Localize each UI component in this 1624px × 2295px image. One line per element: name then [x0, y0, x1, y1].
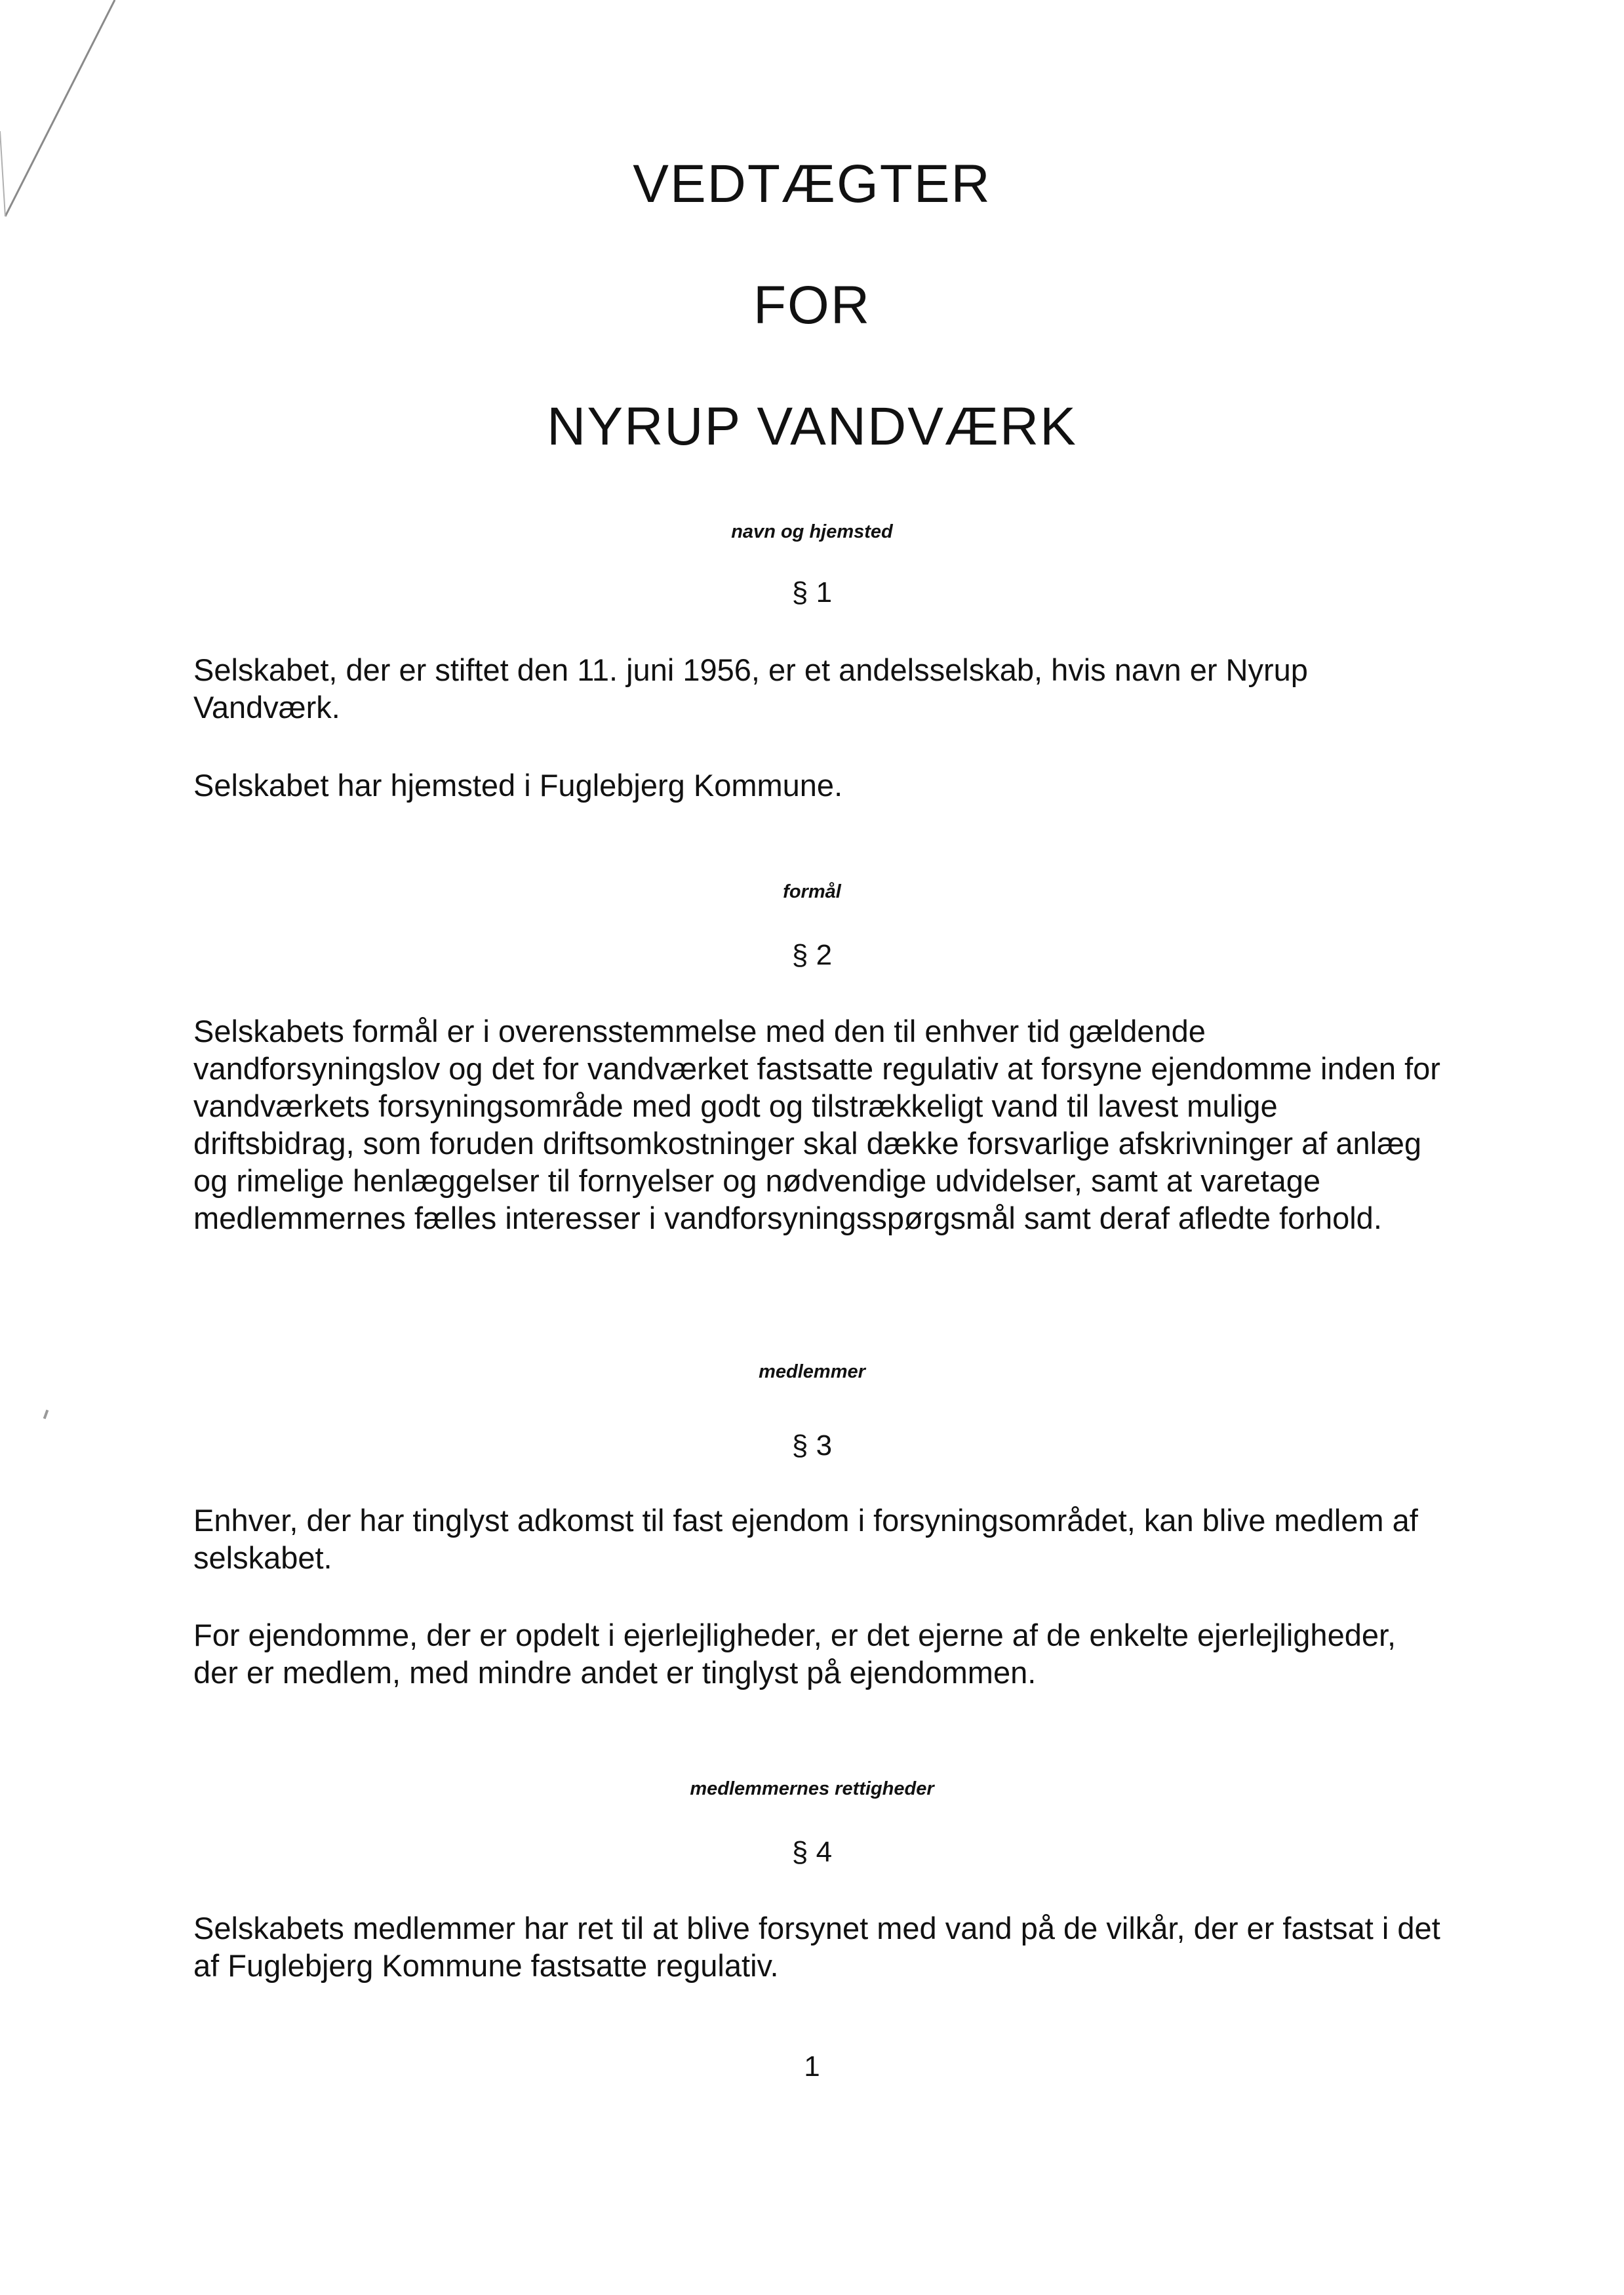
document-title-line-3: NYRUP VANDVÆRK — [547, 397, 1077, 456]
section-2-paragraph-1: Selskabets formål er i overensstemmelse med den til enhver tid gældende vandforsyningslov og det for vandværket fastsatte regulativ at forsyne ejendomme inden for vandværkets forsyningsområde med godt og tilstrækkeligt vand til lavest mulige driftsbidrag, som foruden driftsomkostninger skal dække forsvarlige afskrivninger af anlæg og rimelige henlæggelser til fornyelser og nødvendige udvidelser, samt at varetage medlemmernes fælles interesser i vandforsyningsspørgsmål samt deraf afledte forhold. — [193, 1014, 1440, 1235]
section-1-heading: navn og hjemsted — [731, 521, 893, 542]
section-4-paragraph-1: Selskabets medlemmer har ret til at blive forsynet med vand på de vilkår, der er fastsat i det af Fuglebjerg Kommune fastsatte regulativ. — [193, 1911, 1440, 1983]
section-3-paragraph-1: Enhver, der har tinglyst adkomst til fast ejendom i forsyningsområdet, kan blive medlem af selskabet. — [193, 1503, 1418, 1575]
section-4-heading: medlemmernes rettigheder — [690, 1778, 934, 1799]
section-1-number: § 1 — [791, 576, 833, 609]
document-title-line-1: VEDTÆGTER — [633, 154, 991, 214]
scan-speck — [43, 1410, 49, 1420]
document-title-line-2: FOR — [753, 275, 871, 335]
section-3-paragraph-2: For ejendomme, der er opdelt i ejerlejligheder, er det ejerne af de enkelte ejerlejligheder, der er medlem, med mindre andet er tinglyst på ejendommen. — [193, 1618, 1396, 1690]
section-1-paragraph-2: Selskabet har hjemsted i Fuglebjerg Kommune. — [193, 768, 843, 803]
section-3-number: § 3 — [791, 1429, 833, 1462]
section-4-number: § 4 — [791, 1836, 833, 1868]
section-3-heading: medlemmer — [759, 1361, 865, 1382]
section-2-number: § 2 — [791, 939, 833, 971]
page-number: 1 — [804, 2050, 820, 2083]
section-2-heading: formål — [783, 881, 841, 902]
section-1-paragraph-1: Selskabet, der er stiftet den 11. juni 1956, er et andelsselskab, hvis navn er Nyrup Vandværk. — [193, 652, 1308, 725]
